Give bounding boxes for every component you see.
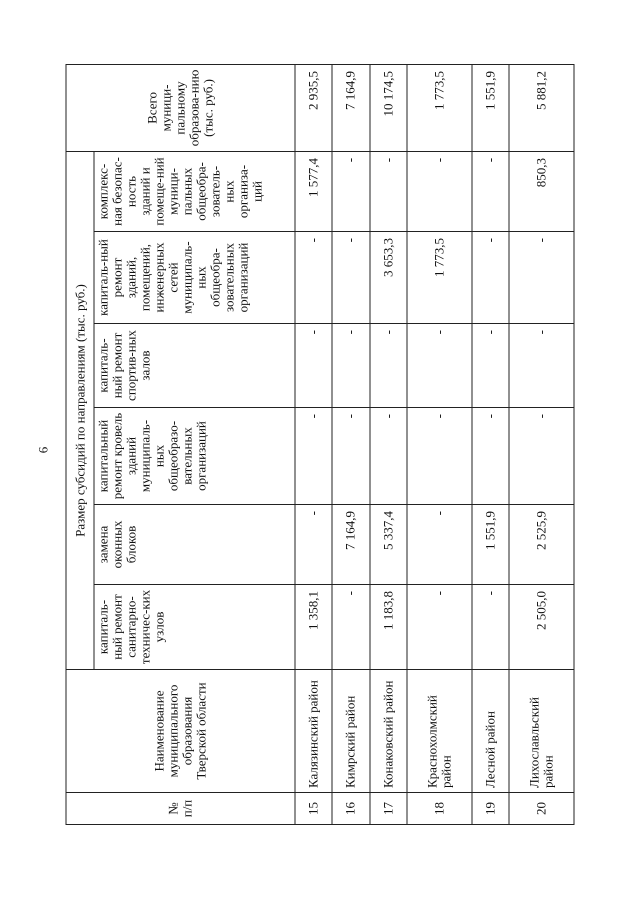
header-windows: замена оконных блоков — [94, 505, 295, 585]
table-row — [295, 64, 332, 824]
header-buildings: капиталь-ный ремонт зданий, помещений, инженерных сетей муниципаль-ных общеобра-зовательных организаций — [94, 232, 295, 324]
cell-total: 2 935,5 — [295, 64, 332, 151]
header-sanitary: капиталь-ный ремонт санитарно-техничес-ких узлов — [94, 585, 295, 670]
cell-value: - — [407, 585, 472, 670]
subsidy-table — [66, 64, 575, 825]
header-no: № п/п — [66, 793, 295, 825]
cell-value: - — [370, 151, 407, 231]
header-safety: комплекс-ная безопас-ность зданий и помеще-ний муници-пальных общеобра-зователь-ных организа-ций — [94, 151, 295, 231]
header-row-1 — [66, 64, 94, 824]
subsidy-table-rotated — [66, 65, 575, 825]
cell-value: - — [295, 408, 332, 505]
row-no: 18 — [407, 793, 472, 825]
cell-total: 7 164,9 — [332, 64, 369, 151]
cell-value: - — [509, 324, 574, 408]
header-roofs: капитальный ремонт кровель зданий муниципаль-ных общеобразо-вательных организаций — [94, 408, 295, 505]
header-sport-halls: капиталь-ный ремонт спортив-ных залов — [94, 324, 295, 408]
row-no: 19 — [472, 793, 509, 825]
header-subsidy-group: Размер субсидий по направлениям (тыс. руб.) — [66, 151, 94, 669]
row-no: 17 — [370, 793, 407, 825]
cell-value: - — [509, 408, 574, 505]
row-name: Лихославльский район — [509, 670, 574, 793]
cell-value: - — [332, 585, 369, 670]
cell-total: 1 773,5 — [407, 64, 472, 151]
row-name: Лесной район — [472, 670, 509, 793]
cell-value: - — [332, 232, 369, 324]
cell-total: 1 551,9 — [472, 64, 509, 151]
cell-value: - — [472, 324, 509, 408]
cell-value: - — [407, 151, 472, 231]
header-total: Всего муници-пальному образова-нию (тыс. руб.) — [66, 64, 295, 151]
cell-value: - — [332, 151, 369, 231]
cell-value: 1 551,9 — [472, 505, 509, 585]
cell-value: - — [472, 408, 509, 505]
cell-total: 10 174,5 — [370, 64, 407, 151]
table-row — [472, 64, 509, 824]
cell-value: 1 183,8 — [370, 585, 407, 670]
cell-value: 3 653,3 — [370, 232, 407, 324]
cell-value: - — [332, 408, 369, 505]
table-row — [370, 64, 407, 824]
page-number: 6 — [35, 446, 51, 454]
cell-total: 5 881,2 — [509, 64, 574, 151]
cell-value: - — [295, 232, 332, 324]
cell-value: - — [509, 232, 574, 324]
cell-value: 1 358,1 — [295, 585, 332, 670]
cell-value: 1 577,4 — [295, 151, 332, 231]
row-no: 15 — [295, 793, 332, 825]
row-name: Конаковский район — [370, 670, 407, 793]
cell-value: - — [370, 408, 407, 505]
cell-value: - — [332, 324, 369, 408]
cell-value: - — [407, 324, 472, 408]
header-name: Наименование муниципального образования Тверской области — [66, 670, 295, 793]
cell-value: - — [472, 232, 509, 324]
cell-value: 7 164,9 — [332, 505, 369, 585]
cell-value: 850,3 — [509, 151, 574, 231]
row-name: Краснохолмский район — [407, 670, 472, 793]
cell-value: - — [370, 324, 407, 408]
row-name: Кимрский район — [332, 670, 369, 793]
row-name: Калязинский район — [295, 670, 332, 793]
cell-value: 2 505,0 — [509, 585, 574, 670]
table-row — [509, 64, 574, 824]
row-no: 16 — [332, 793, 369, 825]
cell-value: - — [472, 585, 509, 670]
cell-value: 2 525,9 — [509, 505, 574, 585]
row-no: 20 — [509, 793, 574, 825]
cell-value: - — [407, 505, 472, 585]
table-row — [407, 64, 472, 824]
cell-value: 1 773,5 — [407, 232, 472, 324]
cell-value: - — [295, 505, 332, 585]
cell-value: - — [295, 324, 332, 408]
cell-value: 5 337,4 — [370, 505, 407, 585]
cell-value: - — [407, 408, 472, 505]
table-row — [332, 64, 369, 824]
cell-value: - — [472, 151, 509, 231]
